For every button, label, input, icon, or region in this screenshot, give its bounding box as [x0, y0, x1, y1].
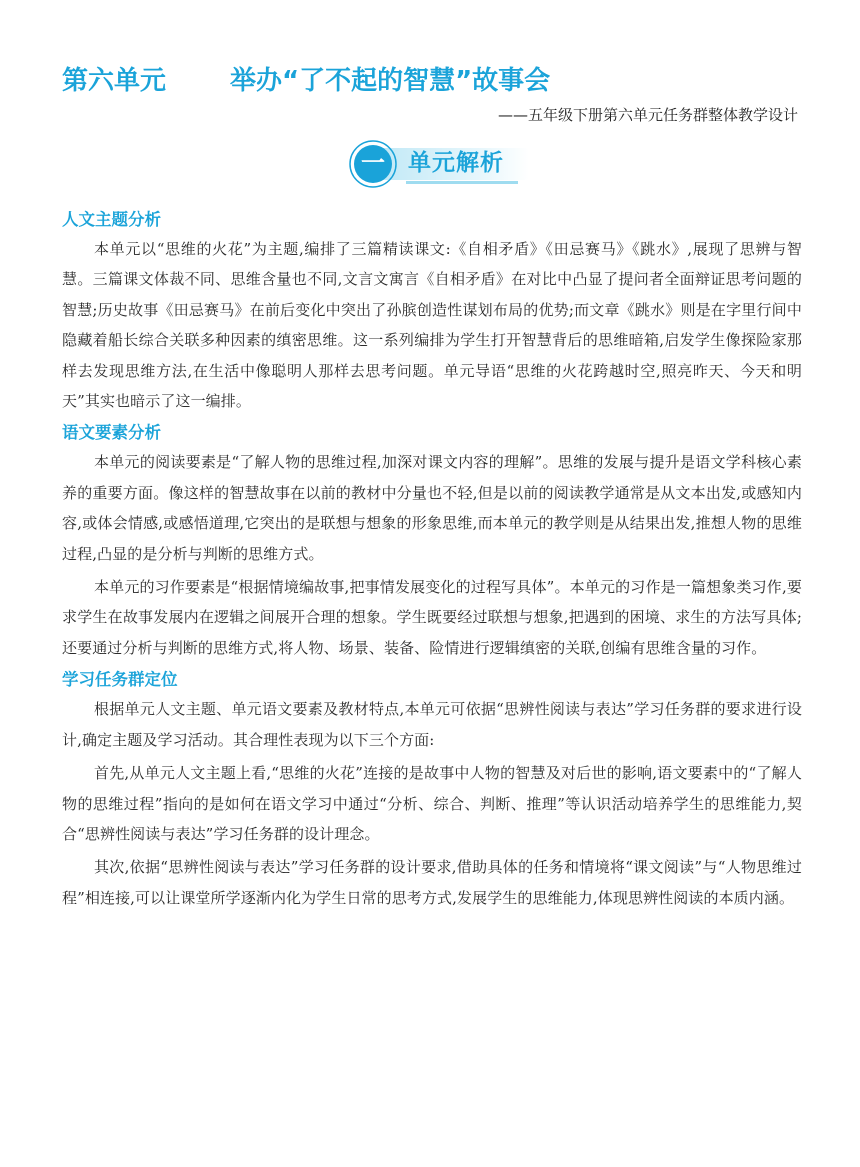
banner-label: 单元解析: [408, 150, 504, 176]
paragraph: 根据单元人文主题、单元语文要素及教材特点,本单元可依据“思辨性阅读与表达”学习任务群的要求进行设计,确定主题及学习活动。其合理性表现为以下三个方面:: [62, 700, 802, 749]
unit-number: 第六单元: [62, 66, 167, 96]
unit-title: 举办“了不起的智慧”故事会: [230, 66, 551, 96]
unit-title-row: [62, 64, 802, 100]
document-body: [62, 206, 802, 916]
paragraph: 首先,从单元人文主题上看,“思维的火花”连接的是故事中人物的智慧及对后世的影响,语文要素中的“了解人物的思维过程”指向的是如何在语文学习中通过“分析、综合、判断、推理”等认识活动培养学生的思维能力,契合“思辨性阅读与表达”学习任务群的设计理念。: [62, 764, 802, 843]
section-heading-humanities: 人文主题分析: [62, 210, 161, 229]
document-subtitle: ——五年级下册第六单元任务群整体教学设计: [497, 106, 798, 124]
paragraph: 本单元的习作要素是“根据情境编故事,把事情发展变化的过程写具体”。本单元的习作是一篇想象类习作,要求学生在故事发展内在逻辑之间展开合理的想象。学生既要经过联想与想象,把遇到的困境、求生的方法写具体;还要通过分析与判断的思维方式,将人物、场景、装备、险情进行逻辑缜密的关联,创编有思维含量的习作。: [62, 578, 802, 657]
paragraph: 其次,依据“思辨性阅读与表达”学习任务群的设计要求,借助具体的任务和情境将“课文阅读”与“人物思维过程”相连接,可以让课堂所学逐渐内化为学生日常的思考方式,发展学生的思维能力,体现思辨性阅读的本质内涵。: [62, 858, 802, 907]
paragraph: 本单元的阅读要素是“了解人物的思维过程,加深对课文内容的理解”。思维的发展与提升是语文学科核心素养的重要方面。像这样的智慧故事在以前的教材中分量也不轻,但是以前的阅读教学通常是从文本出发,或感知内容,或体会情感,或感悟道理,它突出的是联想与想象的形象思维,而本单元的教学则是从结果出发,推想人物的思维过程,凸显的是分析与判断的思维方式。: [62, 453, 802, 563]
section-heading-task-group: 学习任务群定位: [62, 670, 178, 690]
section-banner: [344, 139, 534, 189]
paragraph: 本单元以“思维的火花”为主题,编排了三篇精读课文:《自相矛盾》《田忌赛马》《跳水》,展现了思辨与智慧。三篇课文体裁不同、思维含量也不同,文言文寓言《自相矛盾》在对比中凸显了提问者全面辩证思考问题的智慧;历史故事《田忌赛马》在前后变化中突出了孙膑创造性谋划布局的优势;而文章《跳水》则是在字里行间中隐藏着船长综合关联多种因素的缜密思维。这一系列编排为学生打开智慧背后的思维暗箱,启发学生像探险家那样去发现思维方法,在生活中像聪明人那样去思考问题。单元导语“思维的火花跨越时空,照亮昨天、今天和明天”其实也暗示了这一编排。: [62, 240, 802, 411]
section-heading-language-elements: 语文要素分析: [62, 423, 161, 443]
banner-number: 一: [361, 149, 385, 177]
